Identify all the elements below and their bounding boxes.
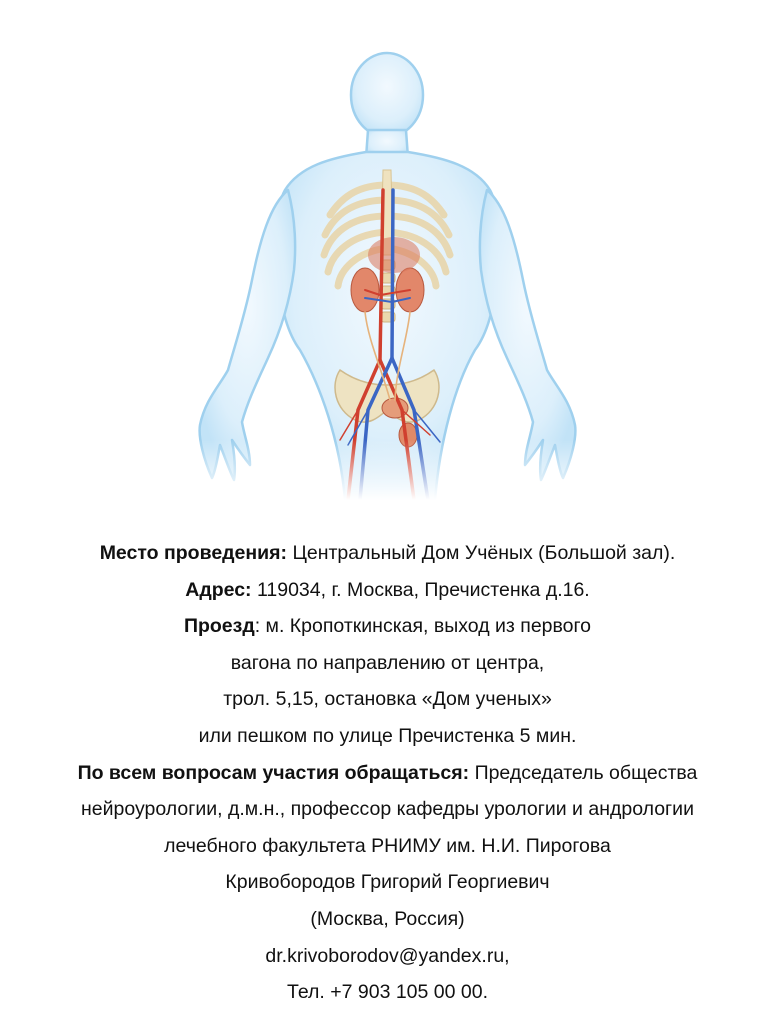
contact-text: Председатель общества (469, 761, 698, 784)
contact-name: Кривобородов Григорий Георгиевич (225, 871, 550, 894)
venue-text: Центральный Дом Учёных (Большой зал). (287, 542, 676, 564)
venue-line (0, 535, 775, 572)
anatomy-illustration (190, 40, 585, 500)
contact-line-3: лечебного факультета РНИМУ им. Н.И. Пирогова (164, 834, 611, 857)
contact-location: (Москва, Россия) (310, 907, 465, 930)
directions-label: Проезд (183, 615, 255, 638)
address-line (0, 572, 775, 609)
contact-email: dr.krivoborodov@yandex.ru, (265, 944, 510, 967)
contact-phone: Тел. +7 903 105 00 00. (287, 981, 488, 1004)
event-info (0, 535, 775, 1011)
directions-line (0, 608, 775, 645)
directions-text: : м. Кропоткинская, выход из первого (254, 615, 592, 638)
contact-line (0, 755, 775, 792)
human-anatomy-illustration-icon (190, 40, 585, 500)
directions-line-4: или пешком по улице Пречистенка 5 мин. (198, 724, 577, 747)
address-label: Адрес: (185, 578, 252, 601)
contact-label: По всем вопросам участия обращаться: (77, 761, 470, 784)
venue-label: Место проведения: (99, 542, 288, 564)
address-text: 119034, г. Москва, Пречистенка д.16. (251, 578, 590, 601)
directions-line-2: вагона по направлению от центра, (230, 651, 545, 674)
contact-line-2: нейроурологии, д.м.н., профессор кафедры урологии и андрологии (81, 798, 694, 821)
directions-line-3: трол. 5,15, остановка «Дом ученых» (223, 688, 552, 711)
